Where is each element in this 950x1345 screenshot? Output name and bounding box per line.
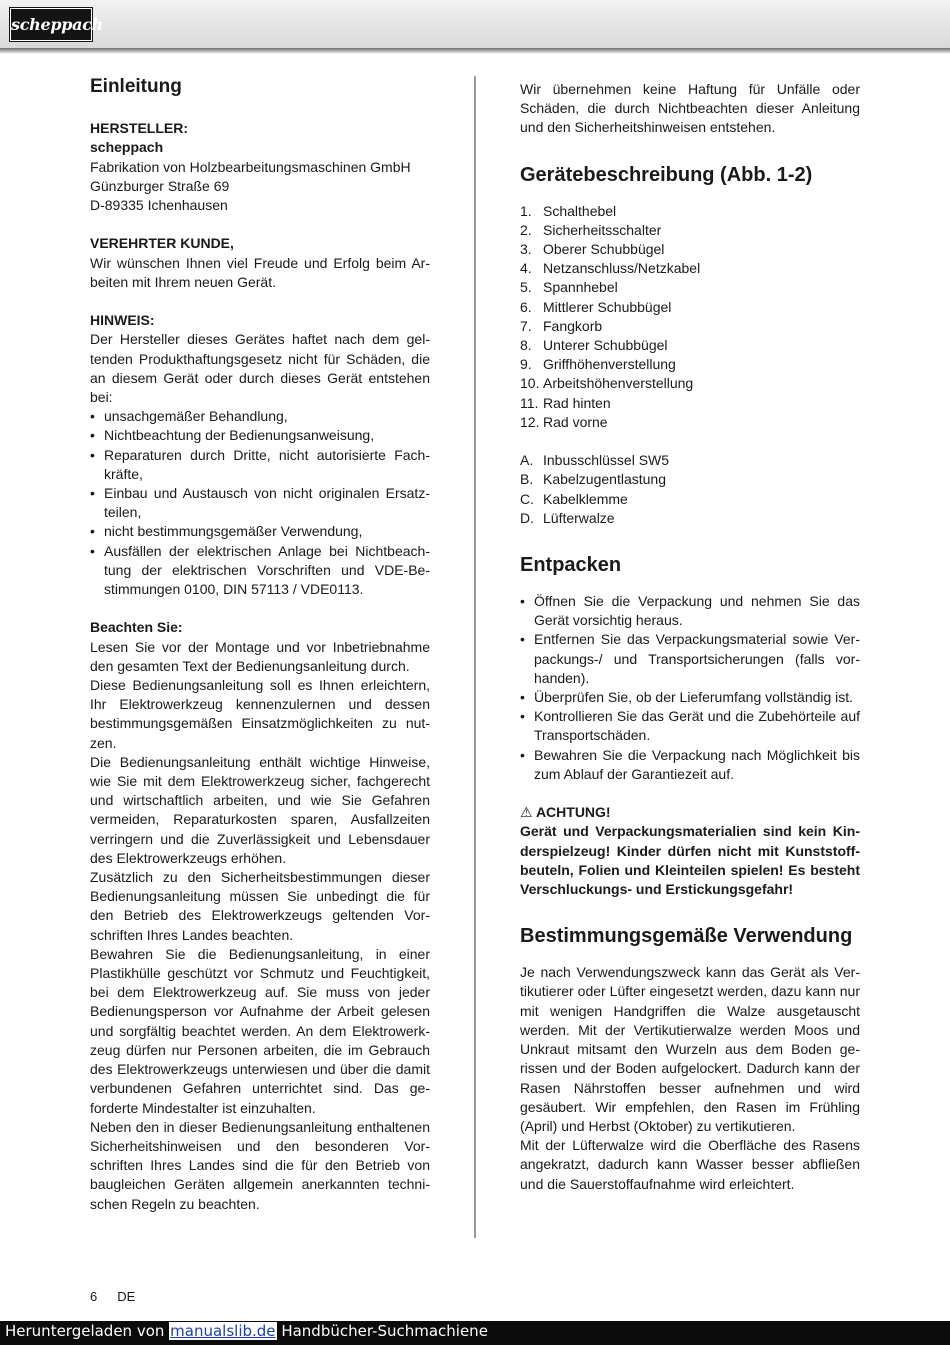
usage-paragraph: Je nach Verwendungszweck kann das Gerät als Vertikutierer oder Lüfter eingesetzt werden, dazu kann nur mit wenigen Handgriffen die Walze ausgetauscht werden. Mit der Vertikutierwalze werden Moos und Unkraut mitsamt den Wurzeln aus dem Boden gerissen und der Boden aufgelockert. Dadurch kann der Rasen Nährstoffen besser aufnehmen und wird gesäubert. Wir empfehlen, den Rasen im Frühling (April) und Herbst (Oktober) zu vertikutieren. — [520, 964, 860, 1134]
list-item: 1. Schalthebel — [520, 202, 617, 219]
right-column — [520, 74, 860, 1194]
manufacturer-label: HERSTELLER: — [90, 120, 188, 137]
list-item: A. Inbusschlüssel SW5 — [520, 452, 670, 469]
list-item: 10. Arbeitshöhenverstellung — [520, 375, 694, 392]
list-item: • Einbau und Austausch von nicht originalen Ersatzteilen, — [90, 484, 430, 522]
warning-label: ACHTUNG! — [535, 804, 611, 821]
list-item: C. Kabelklemme — [520, 490, 628, 507]
company-name: scheppach — [90, 139, 164, 156]
list-item: • Bewahren Sie die Verpackung nach Möglichkeit bis zum Ablauf der Garantiezeit auf. — [520, 746, 860, 784]
list-item: 5. Spannhebel — [520, 279, 618, 296]
download-prefix: Heruntergeladen von — [5, 1322, 170, 1340]
list-item: • Öffnen Sie die Verpackung und nehmen Sie das Gerät vorsichtig heraus. — [520, 592, 860, 630]
attention-paragraph: Bewahren Sie die Bedienungsanleitung, in einer Plastikhülle geschützt vor Schmutz und Feuchtigkeit, bei dem Elektrowerkzeug auf. Sie muss von jeder Bedienungsperson vor Aufnahme der Arbeit gelesen und sorgfältig beachtet werden. An dem Elektrowerkzeug dürfen nur Personen arbeiten, die im Gebrauch des Elektrowerkzeugs unterwiesen und über die damit verbundenen Gefahren unterrichtet sind. Das geforderte Mindestalter ist einzuhalten. — [90, 945, 430, 1116]
left-column — [90, 74, 430, 1214]
list-item: • unsachgemäßer Behandlung, — [90, 407, 430, 426]
usage-paragraph: Mit der Lüfterwalze wird die Oberfläche des Rasens angekratzt, dadurch kann Wasser besser abfließen und die Sauerstoffaufnahme wird erleichtert. — [520, 1137, 860, 1192]
section-title-usage: Bestimmungsgemäße Verwendung — [520, 925, 853, 948]
section-title-unpack: Entpacken — [520, 554, 622, 577]
list-item: • Nichtbeachtung der Bedienungsanweisung, — [90, 426, 430, 445]
unpack-list — [520, 592, 860, 784]
page-header — [0, 0, 950, 48]
customer-text: Wir wünschen Ihnen viel Freude und Erfolg beim Arbeiten mit Ihrem neuen Gerät. — [90, 254, 430, 290]
attention-paragraph: Zusätzlich zu den Sicherheitsbestimmungen dieser Bedienungsanleitung müssen Sie unbedingt die für den Betrieb des Elektrowerkzeugs geltenden Vorschriften Ihres Landes beachten. — [90, 869, 430, 943]
parts-list — [520, 202, 860, 432]
list-item: 11. Rad hinten — [520, 394, 611, 411]
list-item: 6. Mittlerer Schubbügel — [520, 298, 672, 315]
list-item: D. Lüfterwalze — [520, 509, 615, 526]
list-item: • Ausfällen der elektrischen Anlage bei Nichtbeachtung der elektrischen Vorschriften und VDE-Bestimmungen 0100, DIN 57113 / VDE0113. — [90, 542, 430, 600]
list-item: 12. Rad vorne — [520, 413, 608, 430]
address-line: Fabrikation von Holzbearbeitungsmaschinen GmbH — [90, 158, 411, 175]
download-bar — [0, 1321, 950, 1345]
attention-paragraph: Die Bedienungsanleitung enthält wichtige Hinweise, wie Sie mit dem Elektrowerkzeug sicher, fachgerecht und wirtschaftlich arbeiten, und wie Sie Gefahren vermeiden, Reparaturkosten sparen, Ausfallzeiten verringern und die Zuverlässigkeit und Lebensdauer des Elektrowerkzeugs erhöhen. — [90, 753, 430, 866]
manualslib-link[interactable]: manualslib.de — [170, 1322, 276, 1340]
list-item: 8. Unterer Schubbügel — [520, 337, 668, 354]
column-divider — [474, 76, 476, 1238]
scheppach-logo: scheppach — [10, 8, 92, 41]
list-item: 3. Oberer Schubbügel — [520, 241, 665, 258]
section-title-description: Gerätebeschreibung (Abb. 1-2) — [520, 163, 813, 186]
list-item: • Überprüfen Sie, ob der Lieferumfang vollständig ist. — [520, 688, 860, 707]
address-line: Günzburger Straße 69 — [90, 177, 230, 194]
list-item: B. Kabelzugentlastung — [520, 471, 666, 488]
list-item: 9. Griffhöhenverstellung — [520, 356, 676, 373]
download-suffix: Handbücher-Suchmachiene — [276, 1322, 488, 1340]
attention-paragraph: Diese Bedienungsanleitung soll es Ihnen erleichtern, Ihr Elektrowerkzeug kennenzulernen und dessen bestimmungsgemäßen Einsatzmöglichkeiten zu nutzen. — [90, 677, 430, 751]
customer-label: VEREHRTER KUNDE, — [90, 235, 234, 252]
address-line: D-89335 Ichenhausen — [90, 197, 228, 213]
liability-text: Wir übernehmen keine Haftung für Unfälle oder Schäden, die durch Nichtbeachten dieser Anleitung und den Sicherheitshinweisen entstehen. — [520, 81, 860, 136]
list-item: 7. Fangkorb — [520, 317, 603, 334]
list-item: 4. Netzanschluss/Netzkabel — [520, 260, 701, 277]
list-item: • Entfernen Sie das Verpackungsmaterial sowie Verpackungs-/ und Transportsicherungen (falls vorhanden). — [520, 630, 860, 688]
note-text: Der Hersteller dieses Gerätes haftet nach dem geltenden Produkthaftungsgesetz nicht für Schäden, die an diesem Gerät oder durch dieses Gerät entstehen bei: — [90, 331, 430, 405]
attention-paragraph: Lesen Sie vor der Montage und vor Inbetriebnahme den gesamten Text der Bedienungsanleitung durch. — [90, 638, 430, 674]
section-title-einleitung: Einleitung — [90, 76, 182, 97]
list-item: • nicht bestimmungsgemäßer Verwendung, — [90, 522, 430, 541]
warning-icon: ⚠ — [520, 804, 533, 821]
attention-paragraph: Neben den in dieser Bedienungsanleitung enthaltenen Sicherheitshinweisen und den besonderen Vorschriften Ihres Landes sind die für den Betrieb von baugleichen Geräten allgemein anerkannten technischen Regeln zu beachten. — [90, 1118, 430, 1212]
attention-label: Beachten Sie: — [90, 619, 183, 636]
language-code: DE — [117, 1289, 136, 1304]
page-footer — [90, 1288, 155, 1306]
header-shadow — [0, 48, 950, 54]
warning-text: Gerät und Verpackungsmaterialien sind kein Kinderspielzeug! Kinder dürfen nicht mit Kunststoffbeuteln, Folien und Kleinteilen spielen! Es besteht Verschluckungs- und Erstickungsgefahr! — [520, 823, 860, 898]
note-list — [90, 407, 430, 599]
list-item: • Kontrollieren Sie das Gerät und die Zubehörteile auf Transportschäden. — [520, 707, 860, 745]
note-label: HINWEIS: — [90, 312, 155, 329]
page-number: 6 — [90, 1289, 98, 1304]
warning-heading — [520, 803, 860, 822]
list-item: • Reparaturen durch Dritte, nicht autorisierte Fachkräfte, — [90, 446, 430, 484]
accessories-list — [520, 451, 860, 528]
list-item: 2. Sicherheitsschalter — [520, 221, 662, 238]
